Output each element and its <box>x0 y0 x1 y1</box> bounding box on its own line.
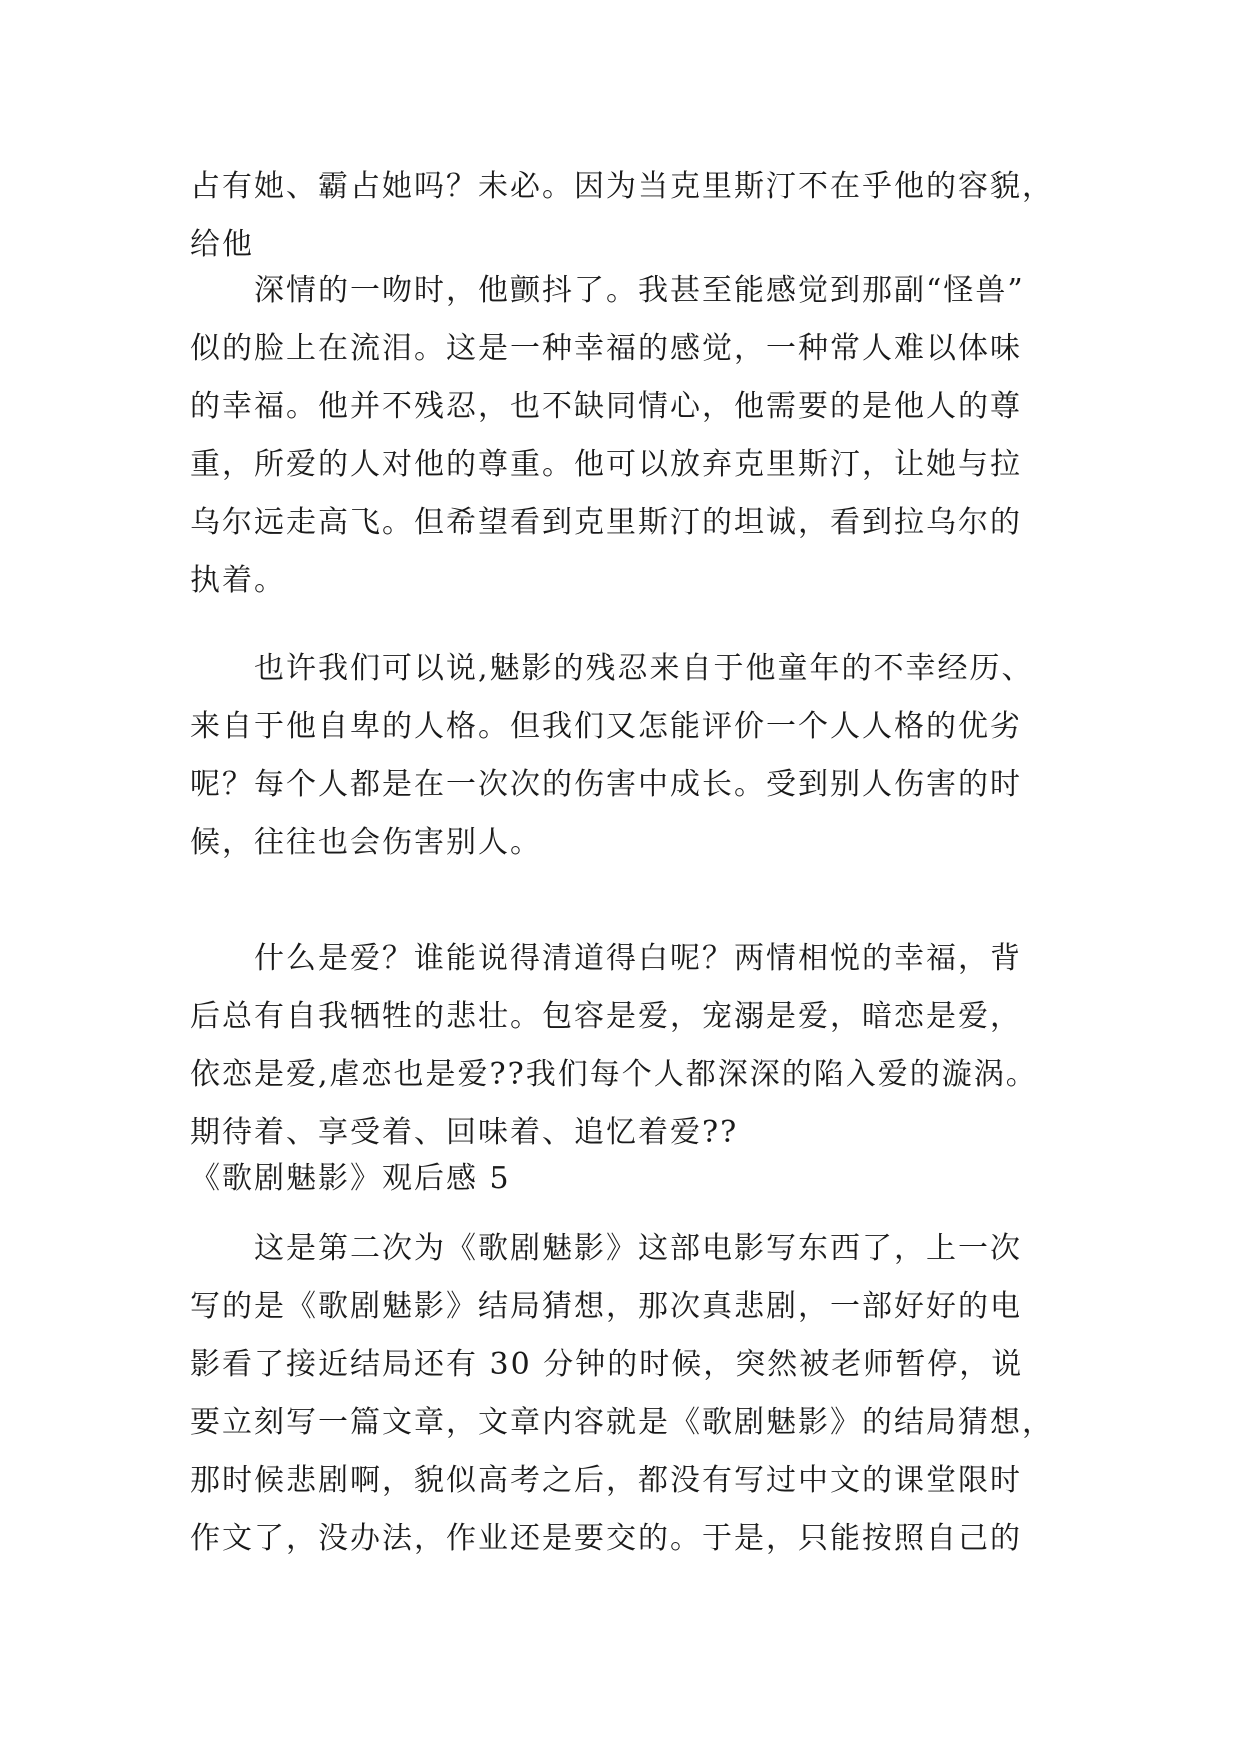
text-line: 也许我们可以说,魅影的残忍来自于他童年的不幸经历、 <box>254 651 1034 686</box>
text-line: 呢？每个人都是在一次次的伤害中成长。受到别人伤害的时 <box>190 767 1022 802</box>
text-line: 来自于他自卑的人格。但我们又怎能评价一个人人格的优劣 <box>190 709 1022 744</box>
text-line: 作文了，没办法，作业还是要交的。于是，只能按照自己的 <box>190 1521 1022 1556</box>
paragraph-love <box>190 930 1070 1162</box>
section-heading <box>190 1150 1070 1208</box>
text-line: 那时候悲剧啊，貌似高考之后，都没有写过中文的课堂限时 <box>190 1463 1022 1498</box>
text-line: 期待着、享受着、回味着、追忆着爱?? <box>190 1115 739 1150</box>
text-line: 这是第二次为《歌剧魅影》这部电影写东西了，上一次 <box>254 1231 1022 1266</box>
text-line: 要立刻写一篇文章，文章内容就是《歌剧魅影》的结局猜想， <box>190 1405 1054 1440</box>
text-line: 什么是爱？谁能说得清道得白呢？两情相悦的幸福，背 <box>254 941 1022 976</box>
heading-text: 《歌剧魅影》观后感 5 <box>190 1161 511 1196</box>
text-line: 给他 <box>190 227 254 262</box>
text-line: 写的是《歌剧魅影》结局猜想，那次真悲剧，一部好好的电 <box>190 1289 1022 1324</box>
text-line: 执着。 <box>190 563 286 598</box>
paragraph-second-time <box>190 1220 1070 1568</box>
text-line: 乌尔远走高飞。但希望看到克里斯汀的坦诚，看到拉乌尔的 <box>190 505 1022 540</box>
text-line: 影看了接近结局还有 30 分钟的时候，突然被老师暂停，说 <box>190 1347 1024 1382</box>
paragraph-cruelty <box>190 640 1070 872</box>
text-line: 候，往往也会伤害别人。 <box>190 825 542 860</box>
paragraph-continuation <box>190 158 1070 274</box>
text-line: 后总有自我牺牲的悲壮。包容是爱，宠溺是爱，暗恋是爱， <box>190 999 1022 1034</box>
text-line: 似的脸上在流泪。这是一种幸福的感觉，一种常人难以体味 <box>190 331 1022 366</box>
text-line: 深情的一吻时，他颤抖了。我甚至能感觉到那副“怪兽” <box>254 273 1025 308</box>
text-line: 的幸福。他并不残忍，也不缺同情心，他需要的是他人的尊 <box>190 389 1022 424</box>
text-line: 依恋是爱,虐恋也是爱??我们每个人都深深的陷入爱的漩涡。 <box>190 1057 1038 1092</box>
paragraph-kiss <box>190 262 1070 610</box>
text-line: 占有她、霸占她吗？未必。因为当克里斯汀不在乎他的容貌， <box>190 169 1054 204</box>
text-line: 重，所爱的人对他的尊重。他可以放弃克里斯汀，让她与拉 <box>190 447 1022 482</box>
